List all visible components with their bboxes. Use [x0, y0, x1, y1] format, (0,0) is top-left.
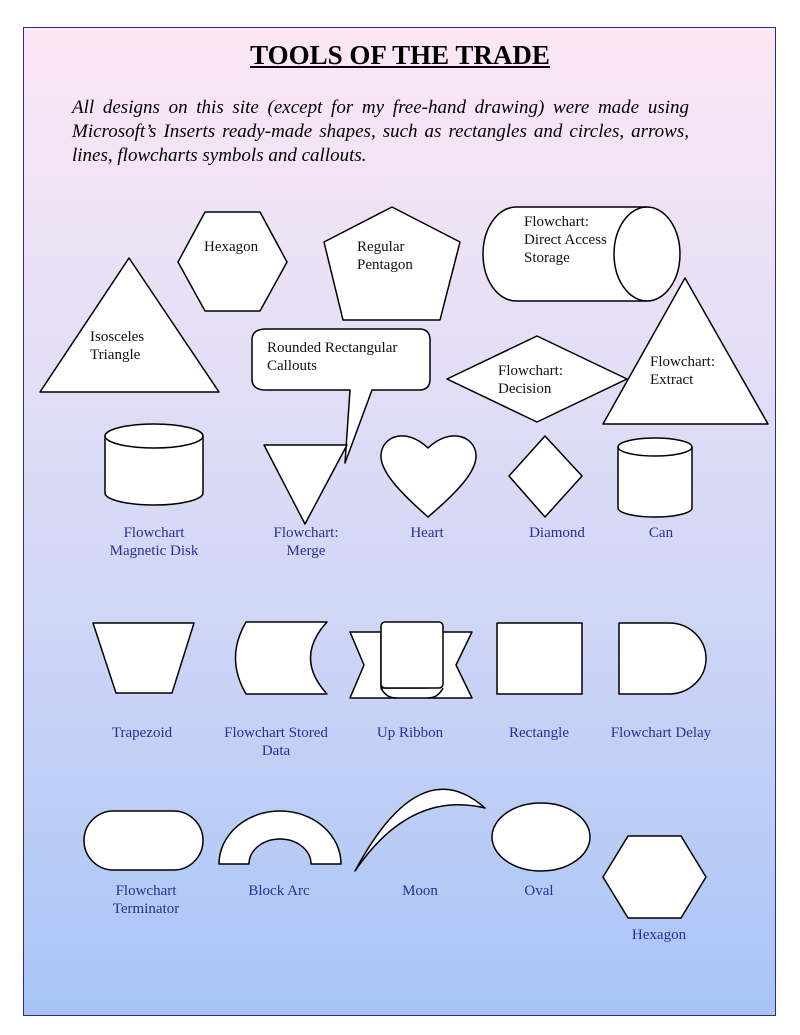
intro-paragraph: All designs on this site (except for my free-hand drawing) were made using Microsoft’s Inserts ready-made shapes, such as rectangles and circles, arrows, lines, flowcharts symbols and callouts.	[72, 97, 689, 166]
flowchart-merge-shape	[264, 445, 347, 524]
flowchart-stored-data-shape	[236, 622, 328, 694]
magnetic-disk-caption: Flowchart Magnetic Disk	[109, 525, 199, 559]
up-ribbon-caption: Up Ribbon	[376, 725, 444, 741]
heart-caption: Heart	[410, 525, 444, 541]
hexagon-top-label: Hexagon	[204, 239, 259, 255]
can-caption: Can	[648, 525, 674, 541]
oval-caption: Oval	[524, 883, 554, 899]
moon-shape	[355, 789, 485, 871]
flowchart-magnetic-disk-shape	[105, 424, 203, 505]
merge-caption: Flowchart: Merge	[273, 525, 339, 559]
page-title: TOOLS OF THE TRADE	[250, 40, 550, 70]
direct-access-storage-label: Flowchart: Direct Access Storage	[524, 214, 607, 266]
isosceles-triangle-label: Isosceles Triangle	[90, 329, 145, 363]
flowchart-extract-label: Flowchart: Extract	[650, 354, 715, 388]
trapezoid-caption: Trapezoid	[111, 725, 173, 741]
up-ribbon-shape	[350, 622, 472, 698]
heart-shape	[381, 436, 476, 517]
flowchart-decision-label: Flowchart: Decision	[498, 363, 563, 397]
hexagon-shape-bottom	[603, 836, 706, 918]
terminator-caption: Flowchart Terminator	[112, 883, 180, 917]
block-arc-caption: Block Arc	[248, 883, 310, 899]
diamond-shape	[509, 436, 582, 517]
regular-pentagon-label: Regular Pentagon	[357, 239, 413, 273]
rounded-callout-label: Rounded Rectangular Callouts	[267, 340, 398, 374]
can-shape	[618, 438, 692, 517]
trapezoid-shape	[93, 623, 194, 693]
delay-caption: Flowchart Delay	[610, 725, 712, 741]
rectangle-caption: Rectangle	[509, 725, 569, 741]
rectangle-shape	[497, 623, 582, 694]
block-arc-shape	[219, 811, 341, 864]
oval-shape	[492, 803, 590, 871]
hexagon-shape-top	[178, 212, 287, 311]
diamond-caption: Diamond	[529, 525, 585, 541]
flowchart-terminator-shape	[84, 811, 203, 870]
flowchart-delay-shape	[619, 623, 706, 694]
moon-caption: Moon	[402, 883, 438, 899]
stored-data-caption: Flowchart Stored Data	[224, 725, 328, 759]
hexagon-bottom-caption: Hexagon	[631, 927, 687, 943]
